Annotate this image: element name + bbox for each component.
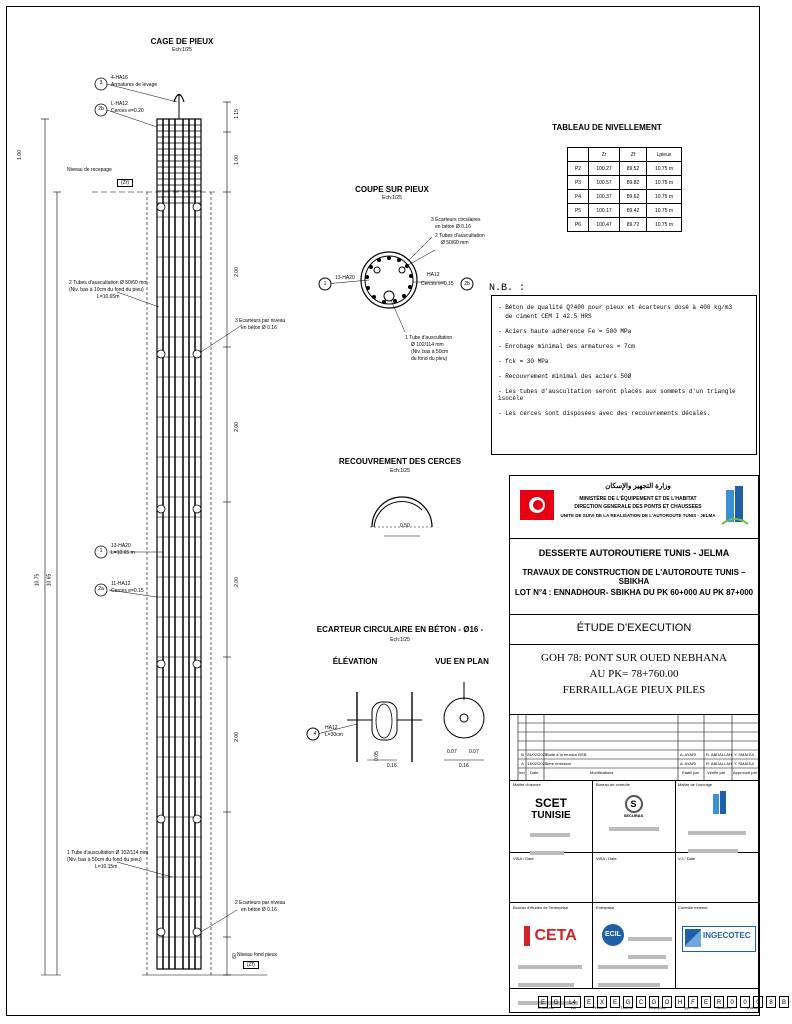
dim-200-b: 2.00	[233, 422, 240, 432]
ce-label: Contrôle externe	[678, 905, 708, 910]
ingecotec-text: INGECOTEC	[703, 931, 751, 940]
rev-b-verif: R. ABDALLAH	[706, 752, 732, 757]
ecarteur-ha12: HA12	[325, 725, 338, 731]
table-cell: 10.75 m	[647, 162, 682, 176]
table-row	[568, 162, 682, 176]
label-ecart-3: 2 Ecarteurs par niveau	[235, 900, 286, 906]
nivellement-title: TABLEAU DE NIVELLEMENT	[552, 123, 662, 132]
label-l1065: L=10.65 m	[111, 550, 135, 556]
nivellement-table	[567, 147, 682, 232]
rev-a-verif: R. ABDALLAH	[706, 761, 732, 766]
mo-logo-icon	[710, 790, 730, 818]
visa-mo: V.J / Date	[678, 856, 696, 861]
etude-label: ÉTUDE D'EXECUTION	[576, 622, 692, 634]
nb-item: - Béton de qualité Q?400 pour pieux et écarteurs dosé à 400 kg/m3	[498, 304, 733, 311]
visa-moe: VISA / Date	[513, 856, 534, 861]
ref-label: Émetteur	[538, 1005, 555, 1010]
ecil-logo: ECIL	[602, 924, 624, 946]
ecarteur-d5: 0.16	[459, 763, 469, 769]
scet-logo: SCET	[534, 796, 567, 810]
entreprise-block	[510, 902, 758, 989]
table-cell: P6	[568, 218, 589, 232]
label-2a: 2a	[98, 586, 104, 592]
rev-hdr-ind: Ind	[519, 770, 525, 775]
revisions-block	[510, 714, 758, 781]
ref-label: Phase	[592, 1005, 604, 1010]
cage-title: CAGE DE PIEUX	[150, 37, 214, 46]
coupe-tube-2: Ø 102/114 mm	[411, 342, 444, 348]
rev-a-appr: Y. SMAOUI	[734, 761, 755, 766]
visa-bc: VISA / Date	[596, 856, 617, 861]
ministry-line-2: DIRECTION GENERALE DES PONTS ET CHAUSSEES	[574, 504, 702, 510]
ecarteur-d4: 0.07	[469, 749, 479, 755]
coupe-tube-1: 1 Tube d'auscultation	[405, 335, 453, 341]
ecarteur-len: L=30cm	[325, 732, 343, 738]
dim-100-left: 1.00	[16, 150, 23, 160]
ref-code: E	[538, 996, 548, 1008]
ministry-block	[510, 476, 758, 539]
rev-hdr-appr: Approuvé par	[733, 770, 758, 775]
project-line-2: TRAVAUX DE CONSTRUCTION DE L'AUTOROUTE TUNIS – SBIKHA	[522, 568, 746, 586]
label-armatures-levage: Armatures de levage	[111, 82, 158, 88]
securas-icon: S	[625, 795, 643, 813]
table-row	[568, 176, 682, 190]
coupe-ecart-1: 3 Écarteurs circulaires	[431, 217, 481, 223]
rev-hdr-verif: Vérifié par	[707, 770, 726, 775]
bc-label: Bureau de contrôle	[596, 782, 630, 787]
securas-logo	[592, 794, 675, 836]
table-cell: 100.17	[589, 204, 620, 218]
table-cell: 89.42	[620, 204, 647, 218]
label-fond: Niveau fond pieux	[237, 952, 278, 958]
ref-label: Thème	[620, 1005, 633, 1010]
be-label: Bureau d'études de l'entreprise	[513, 905, 569, 910]
project-line-3: LOT N°4 : ENNADHOUR- SBIKHA DU PK 60+000 AU PK 87+000	[514, 588, 754, 597]
goh-line-3: FERRAILLAGE PIEUX PILES	[562, 684, 706, 696]
ref-code: 8	[766, 996, 776, 1008]
label-13ha20: 13-HA20	[111, 543, 131, 549]
table-row	[568, 190, 682, 204]
reference-block	[510, 988, 786, 1014]
project-line-1: DESSERTE AUTOROUTIERE TUNIS - JELMA	[538, 548, 730, 558]
ref-code: E	[610, 996, 620, 1008]
rev-hdr-date: Date	[530, 770, 539, 775]
coupe-ha20: 13-HA20	[335, 275, 355, 281]
ref-label: Indice	[747, 1005, 758, 1010]
coupe-tubes-b: Ø 50/60 mm	[441, 240, 469, 246]
ref-label: Numéro	[716, 1005, 731, 1010]
label-cerces-020: Cerces e=0.20	[111, 108, 144, 114]
table-cell: 100.37	[589, 190, 620, 204]
dim-total-2: 10.65	[46, 573, 53, 587]
table-cell: P4	[568, 190, 589, 204]
table-cell: 100.27	[589, 162, 620, 176]
nb-item: - Enrobage minimal des armatures = 7cm	[498, 343, 635, 350]
table-row	[568, 204, 682, 218]
reference-labels	[538, 1005, 758, 1010]
visas-block	[510, 852, 758, 903]
label-cerces-015: Cerces e=0.15	[111, 588, 144, 594]
dim-100: 1.00	[233, 155, 240, 165]
label-tubes-1: 2 Tubes d'auscultation Ø 50/60 mm	[69, 280, 148, 286]
table-cell: 100.47	[589, 218, 620, 232]
ecarteur-scale: Ech:1/25	[390, 637, 410, 643]
table-header: Zr	[589, 148, 620, 162]
table-cell: 10.75 m	[647, 204, 682, 218]
label-zf: (Zf)	[243, 961, 259, 969]
coupe-ha12: HA12	[427, 272, 440, 278]
rev-b-etab: A. AYARI	[680, 752, 697, 757]
ceta-logo	[524, 926, 577, 946]
coupe-ecart-2: en béton Ø 0.16	[435, 224, 471, 230]
coupe-title: COUPE SUR PIEUX	[355, 185, 429, 194]
table-header: Zf	[620, 148, 647, 162]
drawing-sheet	[6, 6, 786, 1016]
ref-code: 0	[727, 996, 737, 1008]
table-cell: 89.52	[620, 162, 647, 176]
nb-item: - Recouvrement minimal des aciers 50Ø	[498, 373, 632, 380]
ref-code: H	[675, 996, 685, 1008]
nb-item: de ciment CEM I 42.5 HRS	[498, 313, 592, 320]
ecil-address	[598, 956, 670, 992]
ref-code: F	[688, 996, 698, 1008]
ref-label: Discipline	[649, 1005, 667, 1010]
label-tube-aus-3: L=10.15m	[95, 864, 118, 870]
ref-code: G	[623, 996, 633, 1008]
recouv-drawing	[362, 482, 442, 542]
goh-line-1: GOH 78: PONT SUR OUED NEBHANA	[541, 652, 727, 664]
nb-item: - Aciers haute adhérence Fe = 500 MPa	[498, 328, 632, 335]
cage-scale: Ech:1/25	[172, 47, 192, 53]
label-11ha12: 11-HA12	[111, 581, 131, 587]
recouv-title: RECOUVREMENT DES CERCES	[338, 457, 462, 466]
label-3: 3	[99, 80, 103, 86]
ecarteur-label-4: 4	[313, 731, 317, 737]
rev-a-text: 1ère émission	[546, 761, 571, 766]
coupe-tubes-a: 2 Tubes d'auscultation	[435, 233, 485, 239]
table-cell: 100.57	[589, 176, 620, 190]
ref-code: E	[584, 996, 594, 1008]
table-cell: 89.82	[620, 176, 647, 190]
rev-a-etab: A. AYARI	[680, 761, 697, 766]
rev-hdr-mod: Modifications	[590, 770, 614, 775]
rev-b-ind: B	[521, 752, 524, 757]
dim-200-c: 2.00	[233, 577, 240, 587]
ref-code: L4	[564, 996, 581, 1008]
ref-code: R	[714, 996, 724, 1008]
ref-code: E	[701, 996, 711, 1008]
ministry-arabic: وزارة التجهيز والإسكان	[605, 483, 671, 490]
rev-b-appr: Y. SMAOUI	[734, 752, 755, 757]
nb-box	[491, 295, 757, 455]
dim-200-d: 2.00	[233, 732, 240, 742]
table-cell: 10.75 m	[647, 176, 682, 190]
nb-item: - Les cerces sont disposées avec des recouvrements décalés.	[498, 410, 711, 417]
ref-code: G	[649, 996, 659, 1008]
moe-label: Maître d'oeuvre	[513, 782, 541, 787]
rev-hdr-etab: Etabli par	[682, 770, 699, 775]
ecarteur-d1: 0.05	[373, 751, 380, 761]
nb-item: - fck = 30 MPa	[498, 358, 549, 365]
mo-label: Maître de l'ouvrage	[678, 782, 713, 787]
coupe-scale: Ech:1/25	[382, 195, 402, 201]
table-cell: 89.72	[620, 218, 647, 232]
ingecotec-logo	[682, 926, 756, 952]
tunisia-flag-icon	[520, 490, 554, 520]
label-lha12: L-HA12	[111, 101, 128, 107]
table-cell: P2	[568, 162, 589, 176]
nivellement-table-wrap	[567, 147, 682, 232]
nb-title: N.B. :	[489, 283, 526, 294]
dim-60: 60	[231, 953, 238, 959]
ref-code: B	[779, 996, 789, 1008]
ministry-logo-icon	[720, 484, 750, 528]
label-tube-aus-2: (Niv. bas à 50cm du fond du pieu)	[67, 857, 142, 863]
ref-code: O	[662, 996, 672, 1008]
dim-total-1: 10.75	[34, 573, 41, 587]
goh-block	[510, 644, 758, 715]
ref-code: C	[636, 996, 646, 1008]
table-cell: P5	[568, 204, 589, 218]
ref-code: X	[597, 996, 607, 1008]
coupe-cerces: Cerces e=0.15	[421, 281, 454, 287]
label-2b: 2b	[98, 106, 104, 112]
table-cell: 10.75 m	[647, 190, 682, 204]
rev-a-ind: A	[521, 761, 524, 766]
dim-top: 1.15	[233, 109, 240, 119]
recouv-dim: 0.50	[400, 523, 410, 529]
ref-code: 0	[753, 996, 763, 1008]
table-row	[568, 218, 682, 232]
table-header	[568, 148, 589, 162]
parties-block	[510, 780, 758, 853]
ref-label: Lot	[570, 1005, 577, 1010]
vue-plan-title: VUE EN PLAN	[435, 657, 489, 666]
ecarteur-d3: 0.07	[447, 749, 457, 755]
label-ecart-1: 3 Ecarteurs par niveau	[235, 318, 286, 324]
rev-a-date: 13/02/2025	[527, 761, 548, 766]
label-tubes-2: (Niv. bas à 10cm du fond du pieu)	[69, 287, 144, 293]
table-cell: P3	[568, 176, 589, 190]
label-tubes-3: L=10.65m	[97, 294, 120, 300]
scet-logo-sub: TUNISIE	[531, 810, 571, 821]
label-tube-aus-1: 1 Tube d'auscultation Ø 102/114 mm	[67, 850, 149, 856]
title-block	[509, 475, 786, 1013]
rev-b-text: Suite à la réunion BSB	[546, 752, 587, 757]
ref-code: G	[551, 996, 561, 1008]
elevation-title: ÉLÉVATION	[332, 657, 378, 666]
securas-text: SECURAS	[623, 813, 644, 818]
coupe-tube-4: du fond du pieu)	[411, 356, 448, 362]
table-header-row	[568, 148, 682, 162]
ministry-line-3: UNITE DE SUIVI DE LA REALISATION DE L'AUTOROUTE TUNIS - JELMA	[560, 513, 716, 518]
table-cell: 89.62	[620, 190, 647, 204]
dim-200-a: 2.00	[233, 267, 240, 277]
recouv-scale: Ech:1/25	[390, 468, 410, 474]
etude-block	[510, 614, 758, 645]
coupe-tube-3: (Niv. bas à 50cm	[411, 349, 449, 355]
ecarteur-title: ECARTEUR CIRCULAIRE EN BÉTON - Ø16 -	[316, 625, 484, 634]
label-1: 1	[99, 548, 103, 554]
coupe-label-2b: 2b	[464, 281, 470, 287]
ceta-text: CETA	[534, 927, 577, 944]
table-cell: 10.75 m	[647, 218, 682, 232]
ref-label: Type doc.	[682, 1005, 701, 1010]
project-block	[510, 538, 758, 615]
label-zr: (Zr)	[117, 179, 133, 187]
rev-b-date: 25/02/2025	[527, 752, 548, 757]
goh-line-2: AU PK= 78+760.00	[589, 668, 679, 680]
coupe-label-1: 1	[323, 281, 327, 287]
table-header: Lpieux	[647, 148, 682, 162]
cage-drawing	[7, 7, 307, 1007]
label-ecart-4: en béton Ø 0.16	[241, 907, 277, 913]
entreprise-label: Entreprise	[596, 905, 615, 910]
label-ecart-2: en béton Ø 0.16	[241, 325, 277, 331]
label-4ha16: 4-HA16	[111, 75, 128, 81]
nb-item: - Les tubes d'auscultation seront placés aux sommets d'un triangle isocèle	[498, 388, 736, 402]
ministry-line-1: MINISTÈRE DE L'ÉQUIPEMENT ET DE L'HABITAT	[579, 496, 697, 502]
ecarteur-d2: 0.16	[387, 763, 397, 769]
ref-code: 0	[740, 996, 750, 1008]
label-recepage: Niveau de recepage	[67, 167, 112, 173]
